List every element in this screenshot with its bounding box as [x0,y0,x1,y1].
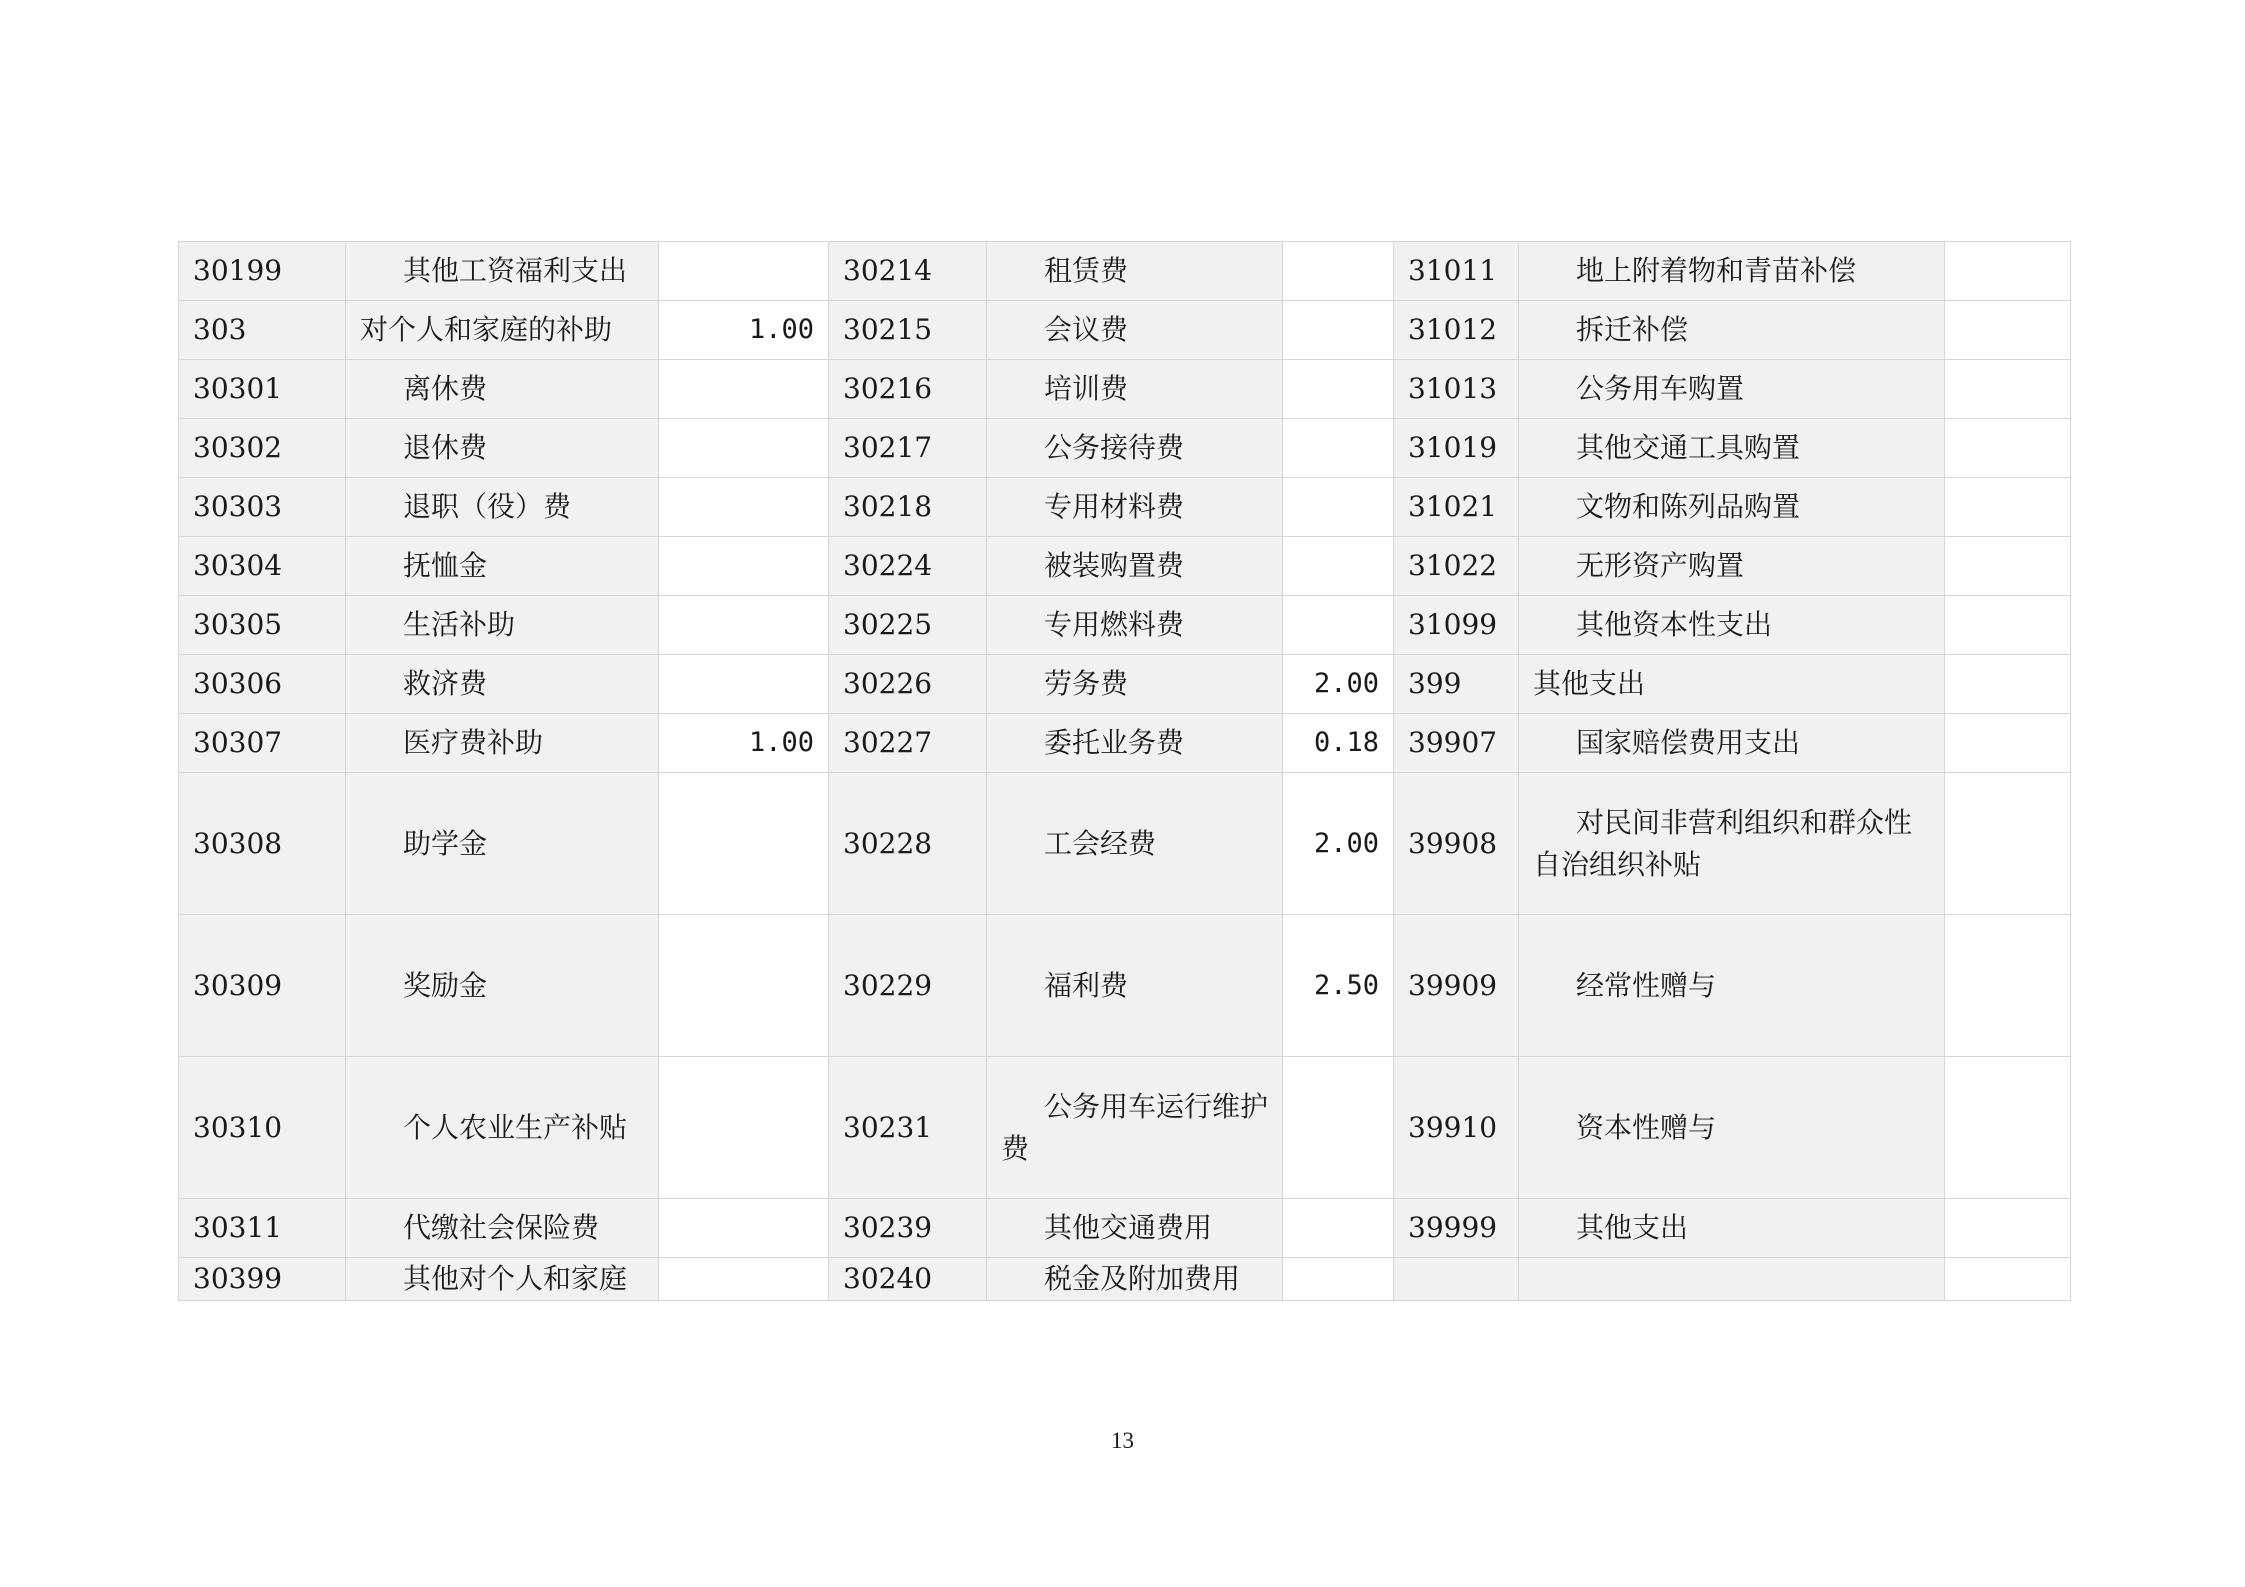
account-name-cell: 公务用车购置 [1519,360,1945,419]
amount-cell [659,773,829,915]
account-name-cell [1519,1258,1945,1301]
account-code-cell: 39910 [1394,1057,1519,1199]
account-code-cell [1394,1258,1519,1301]
amount-cell [659,242,829,301]
account-name-cell: 拆迁补偿 [1519,301,1945,360]
account-code-cell: 30302 [179,419,346,478]
account-name-cell: 地上附着物和青苗补偿 [1519,242,1945,301]
amount-cell [659,1258,829,1301]
amount-cell [659,1199,829,1258]
table-row [179,478,2071,537]
account-code-cell: 30311 [179,1199,346,1258]
table-body [179,242,2071,1301]
account-name-cell: 工会经费 [987,773,1283,915]
account-code-cell: 30309 [179,915,346,1057]
amount-cell [1945,242,2071,301]
account-code-cell: 30227 [829,714,987,773]
amount-cell [1283,596,1394,655]
account-name-cell: 专用材料费 [987,478,1283,537]
account-name-cell: 劳务费 [987,655,1283,714]
page-number: 13 [1111,1428,1134,1453]
expenditure-table [178,241,2071,1301]
account-code-cell: 30303 [179,478,346,537]
account-name-cell: 税金及附加费用 [987,1258,1283,1301]
amount-cell [1945,1057,2071,1199]
amount-cell [1283,242,1394,301]
account-name-cell: 救济费 [346,655,659,714]
account-name-cell: 国家赔偿费用支出 [1519,714,1945,773]
account-name-cell: 无形资产购置 [1519,537,1945,596]
account-name-cell: 其他交通费用 [987,1199,1283,1258]
account-code-cell: 31013 [1394,360,1519,419]
account-name-cell: 对民间非营利组织和群众性自治组织补贴 [1519,773,1945,915]
amount-cell [1945,478,2071,537]
account-code-cell: 30216 [829,360,987,419]
table-row [179,360,2071,419]
account-code-cell: 30239 [829,1199,987,1258]
table-row [179,655,2071,714]
account-code-cell: 31021 [1394,478,1519,537]
table-row [179,773,2071,915]
amount-cell [659,419,829,478]
account-code-cell: 30224 [829,537,987,596]
amount-cell [1945,1199,2071,1258]
amount-cell: 1.00 [659,714,829,773]
table-row [179,1258,2071,1301]
table-row [179,242,2071,301]
table-row [179,714,2071,773]
account-name-cell: 经常性赠与 [1519,915,1945,1057]
amount-cell [659,537,829,596]
account-code-cell: 30215 [829,301,987,360]
account-name-cell: 其他支出 [1519,655,1945,714]
amount-cell: 2.00 [1283,655,1394,714]
account-code-cell: 30399 [179,1258,346,1301]
account-name-cell: 奖励金 [346,915,659,1057]
amount-cell [1283,478,1394,537]
account-name-cell: 个人农业生产补贴 [346,1057,659,1199]
account-code-cell: 31022 [1394,537,1519,596]
account-name-cell: 抚恤金 [346,537,659,596]
amount-cell [1283,1057,1394,1199]
account-code-cell: 30240 [829,1258,987,1301]
amount-cell [1945,360,2071,419]
account-code-cell: 30308 [179,773,346,915]
account-code-cell: 39909 [1394,915,1519,1057]
amount-cell [1283,537,1394,596]
account-code-cell: 30305 [179,596,346,655]
account-name-cell: 退休费 [346,419,659,478]
account-code-cell: 31012 [1394,301,1519,360]
table-row [179,419,2071,478]
amount-cell [1945,1258,2071,1301]
account-code-cell: 30306 [179,655,346,714]
account-name-cell: 助学金 [346,773,659,915]
account-code-cell: 30225 [829,596,987,655]
account-name-cell: 公务接待费 [987,419,1283,478]
account-code-cell: 31099 [1394,596,1519,655]
amount-cell: 2.00 [1283,773,1394,915]
amount-cell [659,360,829,419]
account-code-cell: 39907 [1394,714,1519,773]
account-name-cell: 对个人和家庭的补助 [346,301,659,360]
amount-cell [1945,773,2071,915]
account-name-cell: 其他对个人和家庭 [346,1258,659,1301]
account-name-cell: 会议费 [987,301,1283,360]
account-name-cell: 离休费 [346,360,659,419]
account-name-cell: 专用燃料费 [987,596,1283,655]
account-code-cell: 31019 [1394,419,1519,478]
account-name-cell: 租赁费 [987,242,1283,301]
account-name-cell: 资本性赠与 [1519,1057,1945,1199]
account-code-cell: 31011 [1394,242,1519,301]
account-name-cell: 被装购置费 [987,537,1283,596]
table-row [179,596,2071,655]
amount-cell [1283,419,1394,478]
table-row [179,301,2071,360]
amount-cell [659,915,829,1057]
amount-cell [1283,1199,1394,1258]
table-row [179,1057,2071,1199]
table-row [179,915,2071,1057]
account-name-cell: 委托业务费 [987,714,1283,773]
amount-cell [1945,714,2071,773]
amount-cell [659,596,829,655]
account-code-cell: 39999 [1394,1199,1519,1258]
amount-cell [659,655,829,714]
account-name-cell: 其他支出 [1519,1199,1945,1258]
amount-cell [1945,596,2071,655]
account-name-cell: 代缴社会保险费 [346,1199,659,1258]
account-code-cell: 30217 [829,419,987,478]
amount-cell [1945,419,2071,478]
amount-cell [1283,1258,1394,1301]
account-name-cell: 公务用车运行维护费 [987,1057,1283,1199]
account-name-cell: 其他工资福利支出 [346,242,659,301]
amount-cell [659,1057,829,1199]
account-name-cell: 其他资本性支出 [1519,596,1945,655]
account-code-cell: 30301 [179,360,346,419]
amount-cell [1945,537,2071,596]
table-row [179,1199,2071,1258]
account-name-cell: 文物和陈列品购置 [1519,478,1945,537]
account-code-cell: 30218 [829,478,987,537]
amount-cell [1283,360,1394,419]
account-code-cell: 30310 [179,1057,346,1199]
account-code-cell: 30199 [179,242,346,301]
account-code-cell: 30228 [829,773,987,915]
account-code-cell: 303 [179,301,346,360]
amount-cell [1945,915,2071,1057]
amount-cell [1945,655,2071,714]
amount-cell: 0.18 [1283,714,1394,773]
account-code-cell: 30231 [829,1057,987,1199]
amount-cell [659,478,829,537]
account-name-cell: 福利费 [987,915,1283,1057]
amount-cell [1945,301,2071,360]
account-code-cell: 39908 [1394,773,1519,915]
account-name-cell: 退职（役）费 [346,478,659,537]
account-name-cell: 其他交通工具购置 [1519,419,1945,478]
account-code-cell: 30214 [829,242,987,301]
account-name-cell: 医疗费补助 [346,714,659,773]
account-name-cell: 培训费 [987,360,1283,419]
account-code-cell: 30226 [829,655,987,714]
table-row [179,537,2071,596]
amount-cell: 1.00 [659,301,829,360]
account-code-cell: 30229 [829,915,987,1057]
amount-cell [1283,301,1394,360]
amount-cell: 2.50 [1283,915,1394,1057]
account-name-cell: 生活补助 [346,596,659,655]
account-code-cell: 30307 [179,714,346,773]
account-code-cell: 30304 [179,537,346,596]
account-code-cell: 399 [1394,655,1519,714]
